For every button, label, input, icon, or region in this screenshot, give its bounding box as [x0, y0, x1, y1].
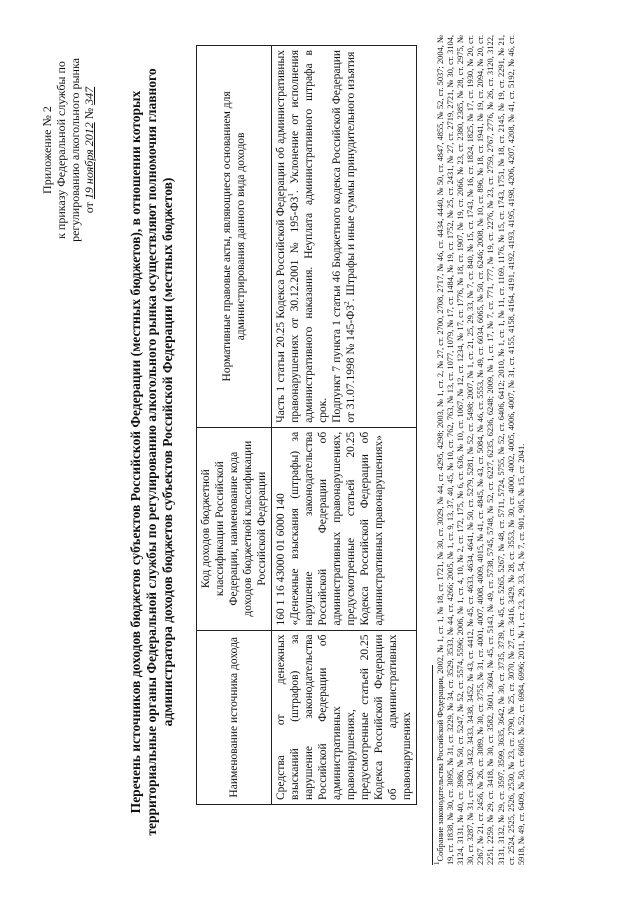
footnote-marker: 1 [433, 861, 442, 865]
legal-act-1 [274, 50, 330, 423]
legal-act-2-desc: . Штрафы и иные суммы принудительного изъятия [345, 51, 357, 302]
legal-act-2 [330, 50, 358, 423]
number-prefix: № [82, 107, 96, 120]
legal-act-2-text: Подпункт 7 пункта 1 статьи 46 Бюджетного кодекса Российской Федерации от 31.07.1998 № 145-ФЗ [331, 50, 357, 423]
date-prefix: от [82, 202, 96, 214]
appendix-line-2: регулированию алкогольного рынка [68, 58, 82, 242]
footnote [433, 35, 527, 865]
header-budget-code: Код доходов бюджетной классификации Российской Федерации, наименование кода доходов бюджетной классификации Российской Федерации [197, 427, 272, 630]
cell-legal-acts [272, 46, 417, 428]
table-row [272, 46, 417, 805]
handwritten-number: 347 [82, 86, 96, 105]
legal-act-1-text: Часть 1 статьи 20.25 Кодекса Российской Федерации об административных правонарушениях от 30.12.2001 № 195-ФЗ [275, 50, 301, 423]
cell-budget-code [272, 427, 417, 630]
footnote-ref-2: 2 [343, 301, 352, 305]
document-heading: Перечень источников доходов бюджетов субъектов Российской Федерации (местных бюджетов), в отношении которых территориальные органы Федеральной службы по регулированию алкогольного рынка осуществляют полномочия главного администратора доходов бюджетов субъектов Российской Федерации (местных бюджетов) [128, 68, 175, 836]
legal-act-1-desc: . Уклонение от исполнения административного наказания. Неуплата административного штрафа в срок. [289, 49, 329, 423]
header-legal-acts: Нормативные правовые акты, являющиеся основанием для администрирования данного вида доходов [197, 46, 272, 428]
footnote-ref-1: 1 [287, 193, 296, 197]
appendix-date-line [82, 40, 96, 260]
budget-code-number: 160 1 16 43000 01 6000 140 [275, 493, 287, 626]
header-source-name: Наименование источника дохода [197, 630, 272, 804]
appendix-block [40, 40, 96, 260]
footnote-text: Собрание законодательства Российской Федерации, 2002, № 1, ст. 1, № 18, ст. 1721, № 30, ст. 3029, № 44, ст. 4295, 4298; 2003, № 1, ст. 2, № 27, ст. 2700, 2708, 2717, № 46, ст. 4434, 4440, № 50, ст. 4847, 4855, № 52, ст. 5037; 2004, № 19, ст. 1838, № 30, ст. 3095, № 31, ст. 3229, № 34, ст. 3529, 3533, № 44, ст. 4266; 2005, № 1, ст. 9, 13, 37, 40, 45, № 10, ст. 762, 763, № 13, ст. 1077, 1079, № 17, ст. 1484, № 19, ст. 1752, № 25, ст. 2431, № 27, ст. 2719, 2721, № 30, ст. 3104, 3124, 3131, № 40, ст. 3986, № 50, ст. 5247, № 52, ст. 5574, 5596; 2006, № 1, ст. 4, 10, № 2, ст. 172, 175, № 6, ст. 636, № 10, ст. 1067, № 12, ст. 1234, № 17, ст. 1776, № 18, ст. 1907, № 19, ст. 2066, № 23, ст. 2380, 2385, № 28, ст. 2975, № 30, ст. 3287, № 31, ст. 3420, 3432, 3433, 3438, 3452, № 43, ст. 4412, № 45, ст. 4633, 4634, 4641, № 50, ст. 5279, 5281, № 52, ст. 5498; 2007, № 1, ст. 21, 25, 29, 33, № 7, ст. 840, № 15, ст. 1743, № 16, ст. 1824, 1825, № 17, ст. 1930, № 20, ст. 2367, № 21, ст. 2456, № 26, ст. 3089, № 30, ст. 3755, № 31, ст. 4001, 4007, 4008, 4009, 4015, № 41, ст. 4845, № 43, ст. 5084, № 46, ст. 5553, № 49, ст. 6034, 6065, № 50, ст. 6246; 2008, № 10, ст. 896, № 18, ст. 1941, № 19, ст. 2094, № 20, ст. 2251, 2259, № 29, ст. 3418, № 30, ст. 3582, 3601, 3604, № 45, ст. 5143, № 49, ст. 5738, 5745, 5748, № 52, ст. 6227, 6235, 6236, 6248; 2009, № 1, ст. 17, № 7, ст. 771, 777, № 19, ст. 2276, № 23, ст. 2759, 2767, 2776, № 26, ст. 3120, 3122, 3131, 3132, № 29, ст. 3597, 3599, 3635, 3642, № 30, ст. 3735, 3739, № 45, ст. 5265, 5267, № 48, ст. 5711, 5724, 5755, № 52, ст. 6406, 6412; 2010, № 1, ст. 1, № 11, ст. 1169, 1176, № 15, ст. 1743, 1751, № 18, ст. 2145, № 19, ст. 2291, № 21, ст. 2524, 2525, 2526, 2530, № 23, ст. 2790, № 25, ст. 3070, № 27, ст. 3416, 3429, № 28, ст. 3553, № 30, ст. 4000, 4002, 4005, 4006, 4007, № 31, ст. 4155, 4158, 4164, 4191, 4192, 4193, 4195, 4198, 4206, 4207, 4208, № 41, ст. 5192, № 46, ст. 5918, № 49, ст. 6409, № 50, ст. 6605, № 52, ст. 6984, 6996; 2011, № 1, ст. 23, 29, 33, 54, № 7, ст. 901, 905, № 15, ст. 2041. [436, 35, 526, 865]
cell-source-name: Средства от денежных взысканий (штрафов) за нарушение законодательства Российской Федерации об административных правонарушениях, предусмотренные статьей 20.25 Кодекса Российской Федерации об административных правонарушениях [272, 630, 417, 804]
appendix-line-1: к приказу Федеральной службы по [54, 61, 68, 239]
budget-code-name: «Денежные взыскания (штрафы) за нарушение законодательства Российской Федерации об административных правонарушениях, предусмотренные статьей 20.25 Кодекса Российской Федерации об административных правонарушениях» [289, 431, 385, 626]
footnote-separator [432, 665, 433, 865]
appendix-title: Приложение № 2 [40, 106, 54, 194]
income-sources-table [196, 45, 417, 805]
handwritten-date: 19 ноября 2012 [82, 122, 96, 200]
table-header-row [197, 46, 272, 805]
